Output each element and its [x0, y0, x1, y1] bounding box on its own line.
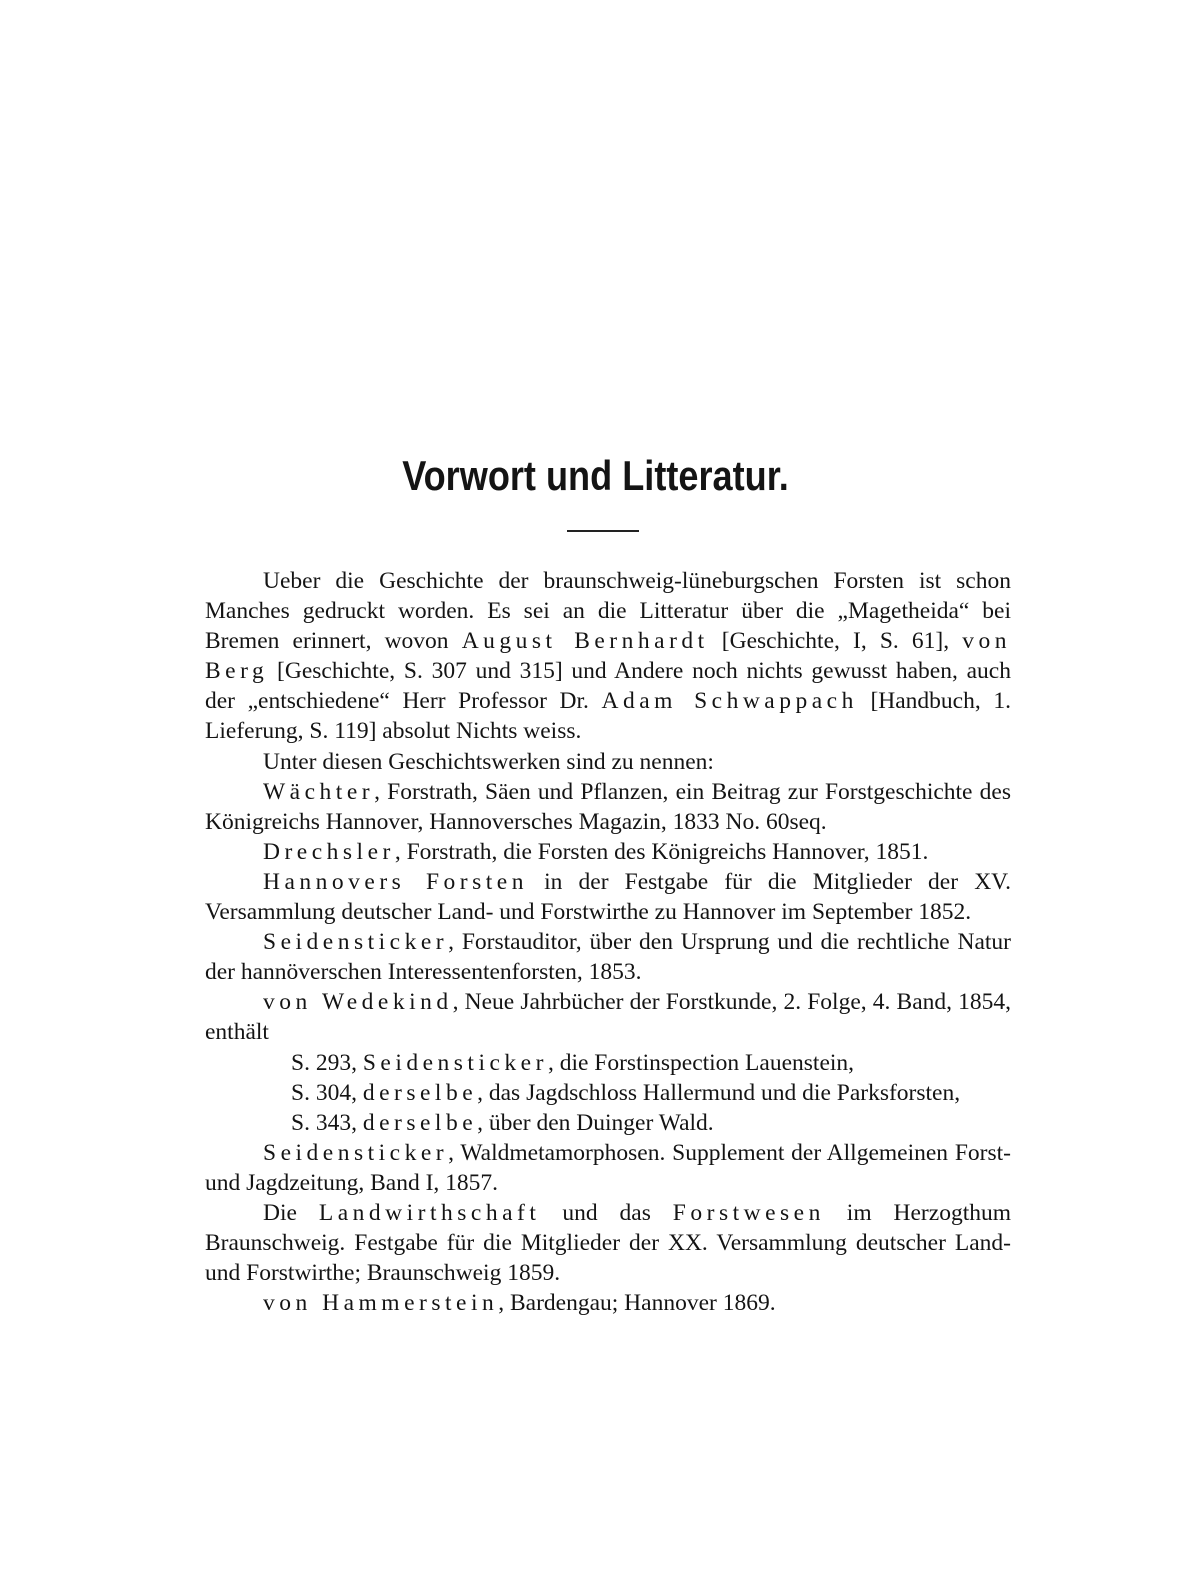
text-run: Ueber die Geschichte der braunschweig-lüneburgschen Forsten ist schon Manches gedruckt worden. Es sei an die Litteratur über die „Magetheida“ bei Bremen erinnert, wovon — [205, 568, 1011, 655]
reference-text: , Bardengau; Hannover 1869. — [498, 1290, 776, 1317]
author-name: Seidensticker — [362, 1049, 548, 1076]
work-title: Landwirthschaft — [318, 1199, 541, 1226]
reference-text: , über den Duinger Wald. — [477, 1109, 714, 1136]
work-title: Forstwesen — [672, 1199, 825, 1226]
reference-text: , Waldmetamorphosen. Supplement der Allgemeinen Forst- und Jagdzeitung, Band I, 1857. — [205, 1139, 1011, 1196]
reference-text: , die Forstinspection Lauenstein, — [547, 1049, 855, 1076]
text-run: [Geschichte, S. 307 und 315] und Andere noch nichts gewusst haben, auch der „entschiedene“ Herr Professor Dr. — [205, 658, 1011, 715]
title-divider — [567, 530, 639, 532]
author-name: von Wedekind — [263, 989, 453, 1016]
text-run: und das — [540, 1199, 673, 1226]
paragraph-intro — [205, 566, 1011, 747]
reference-text: , das Jagdschloss Hallermund und die Parksforsten, — [477, 1079, 961, 1106]
text-run: Die — [263, 1199, 319, 1226]
reference-text: , Forstrath, Säen und Pflanzen, ein Beitrag zur Forstgeschichte des Königreichs Hannover, Hannoversches Magazin, 1833 No. 60seq. — [205, 778, 1011, 835]
author-name: August Bernhardt — [461, 628, 709, 655]
text-run: [Geschichte, I, S. 61], — [708, 628, 963, 655]
reference-text: , Forstauditor, über den Ursprung und die rechtliche Natur der hannöverschen Interessentenforsten, 1853. — [205, 929, 1011, 986]
reference-text: , Forstrath, die Forsten des Königreichs Hannover, 1851. — [394, 838, 929, 865]
author-name: Adam Schwappach — [601, 688, 858, 715]
page-title: Vorwort und Litteratur. — [402, 452, 789, 499]
work-title: Hannovers Forsten — [263, 868, 528, 895]
author-name: Wächter — [263, 778, 375, 805]
body-text — [205, 566, 1011, 1318]
reference-text: , Neue Jahrbücher der Forstkunde, 2. Folge, 4. Band, 1854, enthält — [205, 989, 1012, 1046]
author-name: von Hammerstein — [263, 1290, 499, 1317]
reference-entry — [205, 1138, 1011, 1198]
reference-entry — [205, 987, 1011, 1047]
sub-reference-entry — [235, 1048, 1011, 1078]
author-name: derselbe — [362, 1109, 478, 1136]
reference-text: in der Festgabe für die Mitglieder der XV. Versammlung deutscher Land- und Forstwirthe zu Hannover im September 1852. — [205, 868, 1011, 926]
author-name: von Berg — [205, 628, 1011, 685]
reference-entry — [205, 777, 1011, 837]
reference-entry — [205, 1198, 1011, 1288]
reference-text: im Herzogthum Braunschweig. Festgabe für die Mitglieder der XX. Versammlung deutscher Land- und Forstwirthe; Braunschweig 1859. — [205, 1199, 1011, 1287]
page-ref: S. 304, — [291, 1079, 363, 1106]
sub-reference-entry — [235, 1078, 1011, 1108]
reference-entry — [205, 1288, 1011, 1318]
reference-entry — [205, 837, 1011, 867]
author-name: Seidensticker — [263, 1139, 449, 1166]
reference-entry — [205, 927, 1011, 987]
author-name: derselbe — [362, 1079, 478, 1106]
page-ref: S. 293, — [291, 1049, 363, 1076]
text-run: [Handbuch, 1. Lieferung, S. 119] absolut Nichts weiss. — [205, 688, 1011, 745]
reference-entry — [205, 867, 1011, 927]
page-ref: S. 343, — [291, 1109, 363, 1136]
author-name: Drechsler — [263, 838, 395, 865]
author-name: Seidensticker — [263, 929, 449, 956]
paragraph-list-intro: Unter diesen Geschichtswerken sind zu nennen: — [263, 748, 714, 775]
sub-reference-entry — [235, 1108, 1011, 1138]
